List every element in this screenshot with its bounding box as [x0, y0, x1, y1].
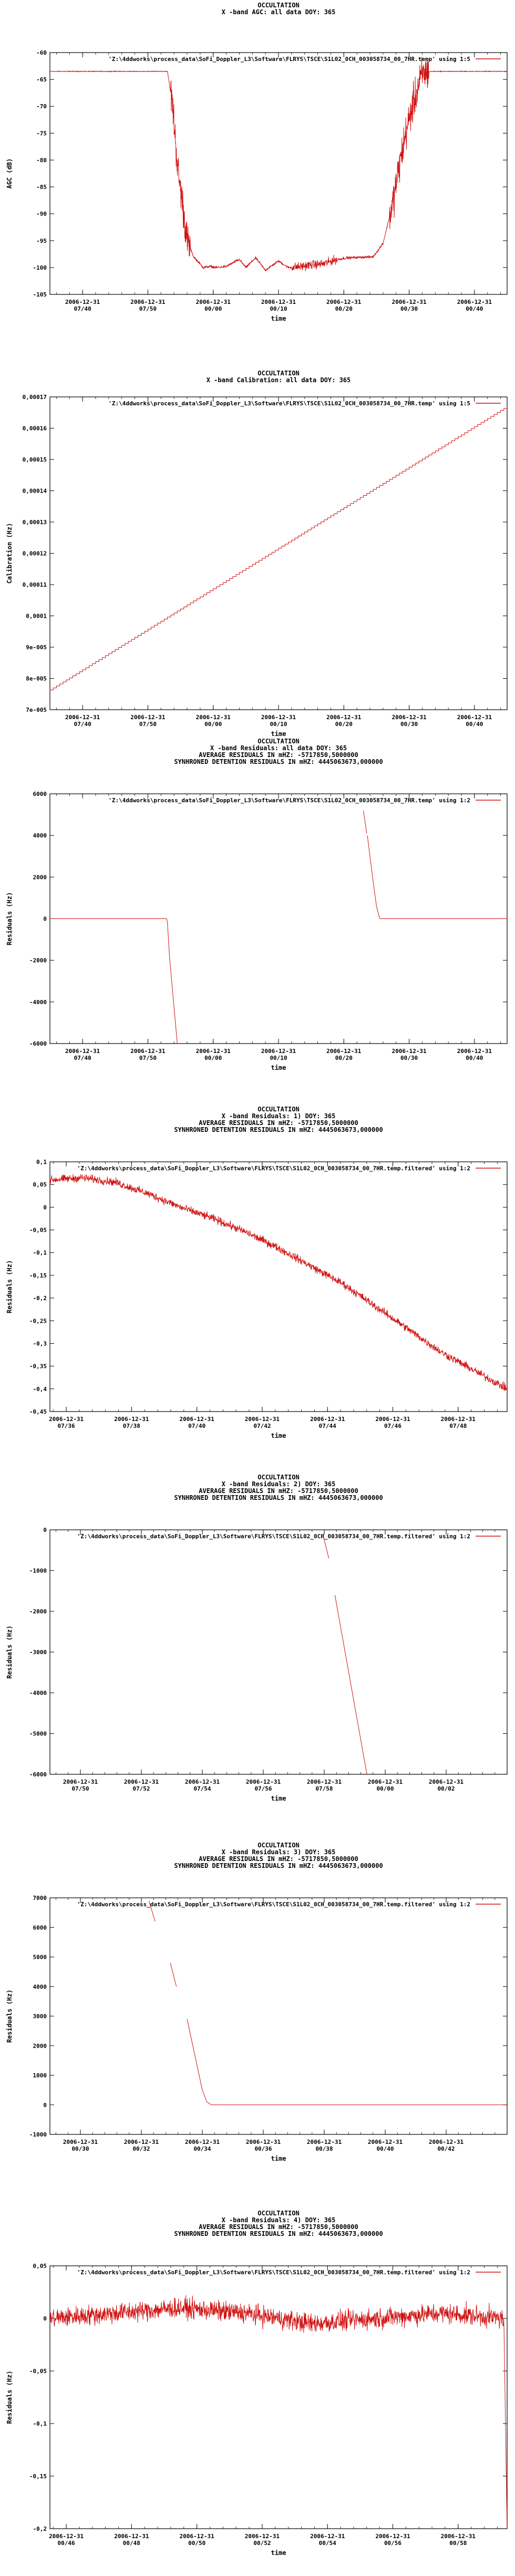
x-tick-label: 2006-12-31 — [440, 1416, 476, 1423]
y-tick-label: -90 — [36, 210, 47, 218]
x-tick-label: 00/00 — [204, 721, 222, 728]
x-tick-label: 2006-12-31 — [63, 2139, 98, 2145]
legend-entry: 'Z:\4ddworks\process_data\SoFi_Doppler_L3\Software\FLRYS\TSCE\S1L02_0CH_003058734_00_7HR.temp.filtered' using 1:2 — [77, 2269, 470, 2276]
chart-title-line: X -band Residuals: 3) DOY: 365 — [221, 1848, 336, 1856]
calibration-chart — [0, 368, 515, 736]
x-tick-label: 2006-12-31 — [261, 1048, 296, 1055]
x-tick-label: 00/20 — [335, 1055, 353, 1061]
chart-title-line: SYNHRONED DETENTION RESIDUALS IN mHZ: 4445063673,000000 — [174, 2230, 383, 2237]
chart-title-line: AVERAGE RESIDUALS IN mHZ: -5717850,5000000 — [199, 1119, 358, 1127]
x-tick-label: 07/50 — [71, 1785, 89, 1792]
x-tick-label: 07/48 — [449, 1423, 467, 1429]
x-tick-label: 2006-12-31 — [65, 714, 100, 721]
x-tick-label: 07/40 — [74, 721, 91, 728]
y-tick-label: -5000 — [29, 1730, 47, 1737]
chart-panel-residuals-all — [0, 736, 515, 1104]
x-tick-label: 00/00 — [376, 1785, 394, 1792]
x-axis-label: time — [271, 730, 286, 736]
x-tick-label: 2006-12-31 — [184, 1778, 220, 1785]
chart-title-line: X -band Residuals: 1) DOY: 365 — [221, 1112, 336, 1120]
y-axis-label: Residuals (Hz) — [6, 2370, 13, 2424]
x-tick-label: 2006-12-31 — [179, 2533, 214, 2540]
x-tick-label: 00/38 — [315, 2145, 333, 2152]
x-tick-label: 00/30 — [400, 721, 418, 728]
y-axis-label: Residuals (Hz) — [6, 1625, 13, 1679]
x-tick-label: 2006-12-31 — [367, 1778, 403, 1785]
x-tick-label: 07/54 — [193, 1785, 211, 1792]
x-tick-label: 2006-12-31 — [65, 1048, 100, 1055]
x-tick-label: 00/20 — [335, 305, 353, 312]
y-tick-label: 1000 — [33, 2072, 47, 2079]
chart-title-line: X -band Residuals: 4) DOY: 365 — [221, 2216, 336, 2224]
chart-title-line: SYNHRONED DETENTION RESIDUALS IN mHZ: 4445063673,000000 — [174, 1862, 383, 1869]
y-tick-label: 0 — [43, 2101, 47, 2109]
x-tick-label: 00/10 — [270, 721, 287, 728]
x-tick-label: 00/36 — [254, 2145, 272, 2152]
x-tick-label: 2006-12-31 — [245, 1778, 281, 1785]
x-tick-label: 2006-12-31 — [179, 1416, 214, 1423]
x-tick-label: 2006-12-31 — [65, 299, 100, 305]
y-tick-label: -75 — [36, 130, 47, 137]
chart-panel-residuals-4 — [0, 2208, 515, 2576]
y-tick-label: -0,05 — [29, 2368, 47, 2375]
y-tick-label: -70 — [36, 103, 47, 110]
chart-title-line: OCCULTATION — [258, 1474, 300, 1481]
chart-panel-residuals-2 — [0, 1472, 515, 1840]
series-segment — [50, 919, 177, 1044]
chart-title-line: OCCULTATION — [258, 1842, 300, 1849]
y-tick-label: -85 — [36, 183, 47, 191]
y-tick-label: 0 — [43, 1527, 47, 1534]
y-tick-label: 2000 — [33, 874, 47, 881]
y-tick-label: -0,15 — [29, 1272, 47, 1279]
y-tick-label: 0,00012 — [22, 550, 47, 557]
y-tick-label: 0,05 — [33, 2263, 47, 2270]
residuals-1-chart — [0, 1104, 515, 1472]
series-group — [50, 406, 507, 690]
chart-title-line: X -band Residuals: all data DOY: 365 — [210, 744, 347, 752]
x-tick-label: 00/40 — [466, 305, 483, 312]
y-axis-label: Residuals (Hz) — [6, 1989, 13, 2043]
x-tick-label: 07/50 — [139, 305, 157, 312]
x-tick-label: 00/10 — [270, 1055, 287, 1061]
y-tick-label: 0 — [43, 2315, 47, 2322]
y-tick-label: 0,00014 — [22, 487, 47, 495]
y-tick-label: -3000 — [29, 1649, 47, 1656]
y-tick-label: -0,2 — [33, 1295, 47, 1302]
x-tick-label: 07/50 — [139, 721, 157, 728]
x-tick-label: 2006-12-31 — [245, 2139, 281, 2145]
x-tick-label: 00/34 — [193, 2145, 211, 2152]
x-tick-label: 00/20 — [335, 721, 353, 728]
x-tick-label: 07/52 — [132, 1785, 150, 1792]
x-tick-label: 2006-12-31 — [375, 1416, 410, 1423]
x-tick-label: 00/40 — [466, 1055, 483, 1061]
x-tick-label: 2006-12-31 — [184, 2139, 220, 2145]
x-axis-label: time — [271, 2155, 286, 2162]
y-tick-label: 8e-005 — [26, 675, 47, 682]
chart-title-line: X -band Residuals: 2) DOY: 365 — [221, 1480, 336, 1488]
chart-title-line: AVERAGE RESIDUALS IN mHZ: -5717850,5000000 — [199, 1487, 358, 1495]
x-tick-label: 00/00 — [204, 1055, 222, 1061]
residuals-3-chart — [0, 1840, 515, 2208]
x-tick-label: 2006-12-31 — [310, 2533, 345, 2540]
x-tick-label: 00/30 — [400, 305, 418, 312]
chart-panel-residuals-1 — [0, 1104, 515, 1472]
y-tick-label: 0 — [43, 915, 47, 923]
x-tick-label: 2006-12-31 — [195, 1048, 231, 1055]
x-tick-label: 2006-12-31 — [326, 299, 362, 305]
series-segment — [187, 2019, 507, 2105]
y-tick-label: -0,4 — [33, 1385, 47, 1393]
y-tick-label: 0,05 — [33, 1181, 47, 1189]
series-segment — [364, 811, 367, 834]
x-tick-label: 2006-12-31 — [130, 299, 166, 305]
y-tick-label: -2000 — [29, 1608, 47, 1615]
y-tick-label: -0,1 — [33, 2420, 47, 2427]
x-tick-label: 07/40 — [188, 1423, 206, 1429]
x-tick-label: 07/56 — [254, 1785, 272, 1792]
series-segment — [335, 1595, 367, 1774]
x-tick-label: 2006-12-31 — [457, 1048, 492, 1055]
x-tick-label: 07/50 — [139, 1055, 157, 1061]
y-tick-label: 0,00011 — [22, 581, 47, 588]
x-axis-label: time — [271, 1432, 286, 1439]
y-tick-label: -1000 — [29, 2131, 47, 2138]
agc-series — [50, 57, 507, 271]
x-tick-label: 2006-12-31 — [114, 2533, 149, 2540]
y-tick-label: -0,15 — [29, 2473, 47, 2480]
x-tick-label: 00/54 — [318, 2540, 336, 2547]
x-tick-label: 2006-12-31 — [367, 2139, 403, 2145]
chart-title-line: SYNHRONED DETENTION RESIDUALS IN mHZ: 4445063673,000000 — [174, 758, 383, 765]
plot-frame — [50, 1898, 507, 2134]
x-tick-label: 2006-12-31 — [306, 2139, 342, 2145]
x-tick-label: 07/40 — [74, 305, 91, 312]
x-tick-label: 2006-12-31 — [48, 2533, 84, 2540]
y-tick-label: -0,45 — [29, 1408, 47, 1415]
x-tick-label: 2006-12-31 — [48, 1416, 84, 1423]
x-tick-label: 2006-12-31 — [326, 1048, 362, 1055]
chart-title-line: SYNHRONED DETENTION RESIDUALS IN mHZ: 4445063673,000000 — [174, 1494, 383, 1501]
y-tick-label: -105 — [33, 291, 47, 298]
x-tick-label: 07/36 — [57, 1423, 75, 1429]
chart-title-line: SYNHRONED DETENTION RESIDUALS IN mHZ: 4445063673,000000 — [174, 1126, 383, 1133]
y-tick-label: -0,25 — [29, 1317, 47, 1325]
x-tick-label: 00/30 — [71, 2145, 89, 2152]
y-tick-label: -65 — [36, 76, 47, 84]
x-tick-label: 2006-12-31 — [261, 714, 296, 721]
x-tick-label: 07/58 — [315, 1785, 333, 1792]
x-tick-label: 2006-12-31 — [195, 299, 231, 305]
y-tick-label: -4000 — [29, 998, 47, 1006]
x-tick-label: 07/38 — [122, 1423, 140, 1429]
y-tick-label: -6000 — [29, 1040, 47, 1047]
x-tick-label: 2006-12-31 — [195, 714, 231, 721]
series-group — [50, 57, 507, 271]
x-tick-label: 00/58 — [449, 2540, 467, 2547]
y-tick-label: -0,2 — [33, 2526, 47, 2532]
x-tick-label: 2006-12-31 — [457, 299, 492, 305]
y-tick-label: 4000 — [33, 1983, 47, 1990]
residuals-4-series — [50, 2295, 507, 2529]
plot-frame — [50, 1530, 507, 1774]
x-tick-label: 00/10 — [270, 305, 287, 312]
y-tick-label: -6000 — [29, 1771, 47, 1778]
residuals-1-series — [50, 1174, 507, 1392]
x-tick-label: 2006-12-31 — [63, 1778, 98, 1785]
x-tick-label: 00/00 — [204, 305, 222, 312]
series-segment — [170, 1963, 177, 1987]
y-tick-label: 0,00017 — [22, 394, 47, 401]
y-tick-label: -60 — [36, 49, 47, 56]
y-axis-label: AGC (dB) — [6, 158, 13, 189]
plot-frame — [50, 397, 507, 710]
x-tick-label: 00/50 — [188, 2540, 206, 2547]
chart-panel-residuals-3 — [0, 1840, 515, 2208]
series-group — [323, 1534, 367, 1774]
plot-frame — [50, 1162, 507, 1412]
series-group — [149, 1901, 508, 2105]
x-tick-label: 2006-12-31 — [326, 714, 362, 721]
y-axis-label: Residuals (Hz) — [6, 892, 13, 946]
legend-entry: 'Z:\4ddworks\process_data\SoFi_Doppler_L3\Software\FLRYS\TSCE\S1L02_0CH_003058734_00_7HR.temp.filtered' using 1:2 — [77, 1533, 470, 1540]
y-tick-label: 3000 — [33, 2013, 47, 2020]
y-tick-label: -95 — [36, 237, 47, 244]
legend-entry: 'Z:\4ddworks\process_data\SoFi_Doppler_L3\Software\FLRYS\TSCE\S1L02_0CH_003058734_00_7HR.temp' using 1:5 — [108, 400, 470, 407]
legend-entry: 'Z:\4ddworks\process_data\SoFi_Doppler_L3\Software\FLRYS\TSCE\S1L02_0CH_003058734_00_7HR.temp' using 1:5 — [108, 56, 470, 63]
y-tick-label: -2000 — [29, 957, 47, 964]
x-tick-label: 2006-12-31 — [114, 1416, 149, 1423]
y-tick-label: -4000 — [29, 1690, 47, 1696]
y-tick-label: -100 — [33, 264, 47, 271]
chart-title-line: OCCULTATION — [258, 2, 300, 9]
x-tick-label: 2006-12-31 — [130, 714, 166, 721]
chart-panel-calibration — [0, 368, 515, 736]
chart-title-line: AVERAGE RESIDUALS IN mHZ: -5717850,5000000 — [199, 751, 358, 759]
x-tick-label: 2006-12-31 — [244, 2533, 280, 2540]
x-tick-label: 00/56 — [384, 2540, 402, 2547]
series-group — [50, 811, 507, 1044]
x-tick-label: 07/40 — [74, 1055, 91, 1061]
y-tick-label: 4000 — [33, 832, 47, 840]
plot-frame — [50, 2266, 507, 2529]
y-tick-label: -0,1 — [33, 1249, 47, 1256]
legend-entry: 'Z:\4ddworks\process_data\SoFi_Doppler_L3\Software\FLRYS\TSCE\S1L02_0CH_003058734_00_7HR.temp' using 1:2 — [108, 797, 470, 804]
chart-title-line: AVERAGE RESIDUALS IN mHZ: -5717850,5000000 — [199, 2223, 358, 2231]
x-tick-label: 00/48 — [122, 2540, 140, 2547]
x-tick-label: 00/42 — [437, 2145, 455, 2152]
y-tick-label: 0,1 — [36, 1159, 47, 1166]
x-tick-label: 2006-12-31 — [440, 2533, 476, 2540]
y-tick-label: -80 — [36, 157, 47, 164]
x-tick-label: 2006-12-31 — [375, 2533, 410, 2540]
y-tick-label: 7e-005 — [26, 707, 47, 713]
y-axis-label: Calibration (Hz) — [6, 523, 13, 584]
x-axis-label: time — [271, 1064, 286, 1071]
chart-title-line: OCCULTATION — [258, 2210, 300, 2217]
agc-chart — [0, 0, 515, 368]
x-tick-label: 07/46 — [384, 1423, 402, 1429]
plot-frame — [50, 53, 507, 294]
y-tick-label: 0,00016 — [22, 425, 47, 432]
x-tick-label: 00/40 — [466, 721, 483, 728]
chart-title-line: X -band AGC: all data DOY: 365 — [221, 8, 336, 16]
x-tick-label: 00/02 — [437, 1785, 455, 1792]
y-tick-label: 7000 — [33, 1895, 47, 1902]
x-tick-label: 00/32 — [132, 2145, 150, 2152]
residuals-all-chart — [0, 736, 515, 1104]
y-tick-label: 0,00013 — [22, 519, 47, 526]
chart-title-line: OCCULTATION — [258, 370, 300, 377]
y-tick-label: 6000 — [33, 791, 47, 798]
y-tick-label: 0 — [43, 1204, 47, 1211]
y-tick-label: 2000 — [33, 2042, 47, 2050]
legend-entry: 'Z:\4ddworks\process_data\SoFi_Doppler_L3\Software\FLRYS\TSCE\S1L02_0CH_003058734_00_7HR.temp.filtered' using 1:2 — [77, 1165, 470, 1172]
y-tick-label: -0,05 — [29, 1226, 47, 1234]
x-tick-label: 07/44 — [318, 1423, 336, 1429]
y-tick-label: 5000 — [33, 1954, 47, 1961]
residuals-2-chart — [0, 1472, 515, 1840]
x-tick-label: 00/46 — [57, 2540, 75, 2547]
legend-entry: 'Z:\4ddworks\process_data\SoFi_Doppler_L3\Software\FLRYS\TSCE\S1L02_0CH_003058734_00_7HR.temp.filtered' using 1:2 — [77, 1901, 470, 1908]
x-tick-label: 2006-12-31 — [306, 1778, 342, 1785]
x-tick-label: 00/30 — [400, 1055, 418, 1061]
y-tick-label: 0,0001 — [26, 612, 47, 620]
chart-panel-agc — [0, 0, 515, 368]
x-tick-label: 2006-12-31 — [392, 1048, 427, 1055]
x-tick-label: 2006-12-31 — [457, 714, 492, 721]
y-tick-label: -0,3 — [33, 1340, 47, 1347]
x-tick-label: 2006-12-31 — [392, 714, 427, 721]
series-group — [50, 1174, 507, 1392]
series-segment — [367, 835, 507, 918]
y-tick-label: -0,35 — [29, 1363, 47, 1370]
x-tick-label: 2006-12-31 — [123, 2139, 159, 2145]
x-tick-label: 00/52 — [253, 2540, 271, 2547]
x-tick-label: 2006-12-31 — [261, 299, 296, 305]
calibration-series — [50, 406, 507, 690]
x-axis-label: time — [271, 1795, 286, 1802]
x-tick-label: 00/40 — [376, 2145, 394, 2152]
y-tick-label: 9e-005 — [26, 644, 47, 651]
y-axis-label: Residuals (Hz) — [6, 1260, 13, 1314]
x-tick-label: 07/42 — [253, 1423, 271, 1429]
chart-title-line: AVERAGE RESIDUALS IN mHZ: -5717850,5000000 — [199, 1855, 358, 1863]
x-tick-label: 2006-12-31 — [392, 299, 427, 305]
chart-title-line: OCCULTATION — [258, 1106, 300, 1113]
y-tick-label: 6000 — [33, 1924, 47, 1931]
x-tick-label: 2006-12-31 — [428, 1778, 464, 1785]
x-tick-label: 2006-12-31 — [428, 2139, 464, 2145]
y-tick-label: -1000 — [29, 1567, 47, 1575]
x-tick-label: 2006-12-31 — [310, 1416, 345, 1423]
residuals-4-chart — [0, 2208, 515, 2576]
series-group — [50, 2295, 507, 2529]
x-tick-label: 2006-12-31 — [130, 1048, 166, 1055]
chart-title-line: OCCULTATION — [258, 738, 300, 745]
y-tick-label: 0,00015 — [22, 456, 47, 463]
x-axis-label: time — [271, 315, 286, 322]
x-axis-label: time — [271, 2549, 286, 2557]
x-tick-label: 2006-12-31 — [123, 1778, 159, 1785]
chart-title-line: X -band Calibration: all data DOY: 365 — [206, 376, 351, 384]
x-tick-label: 2006-12-31 — [244, 1416, 280, 1423]
